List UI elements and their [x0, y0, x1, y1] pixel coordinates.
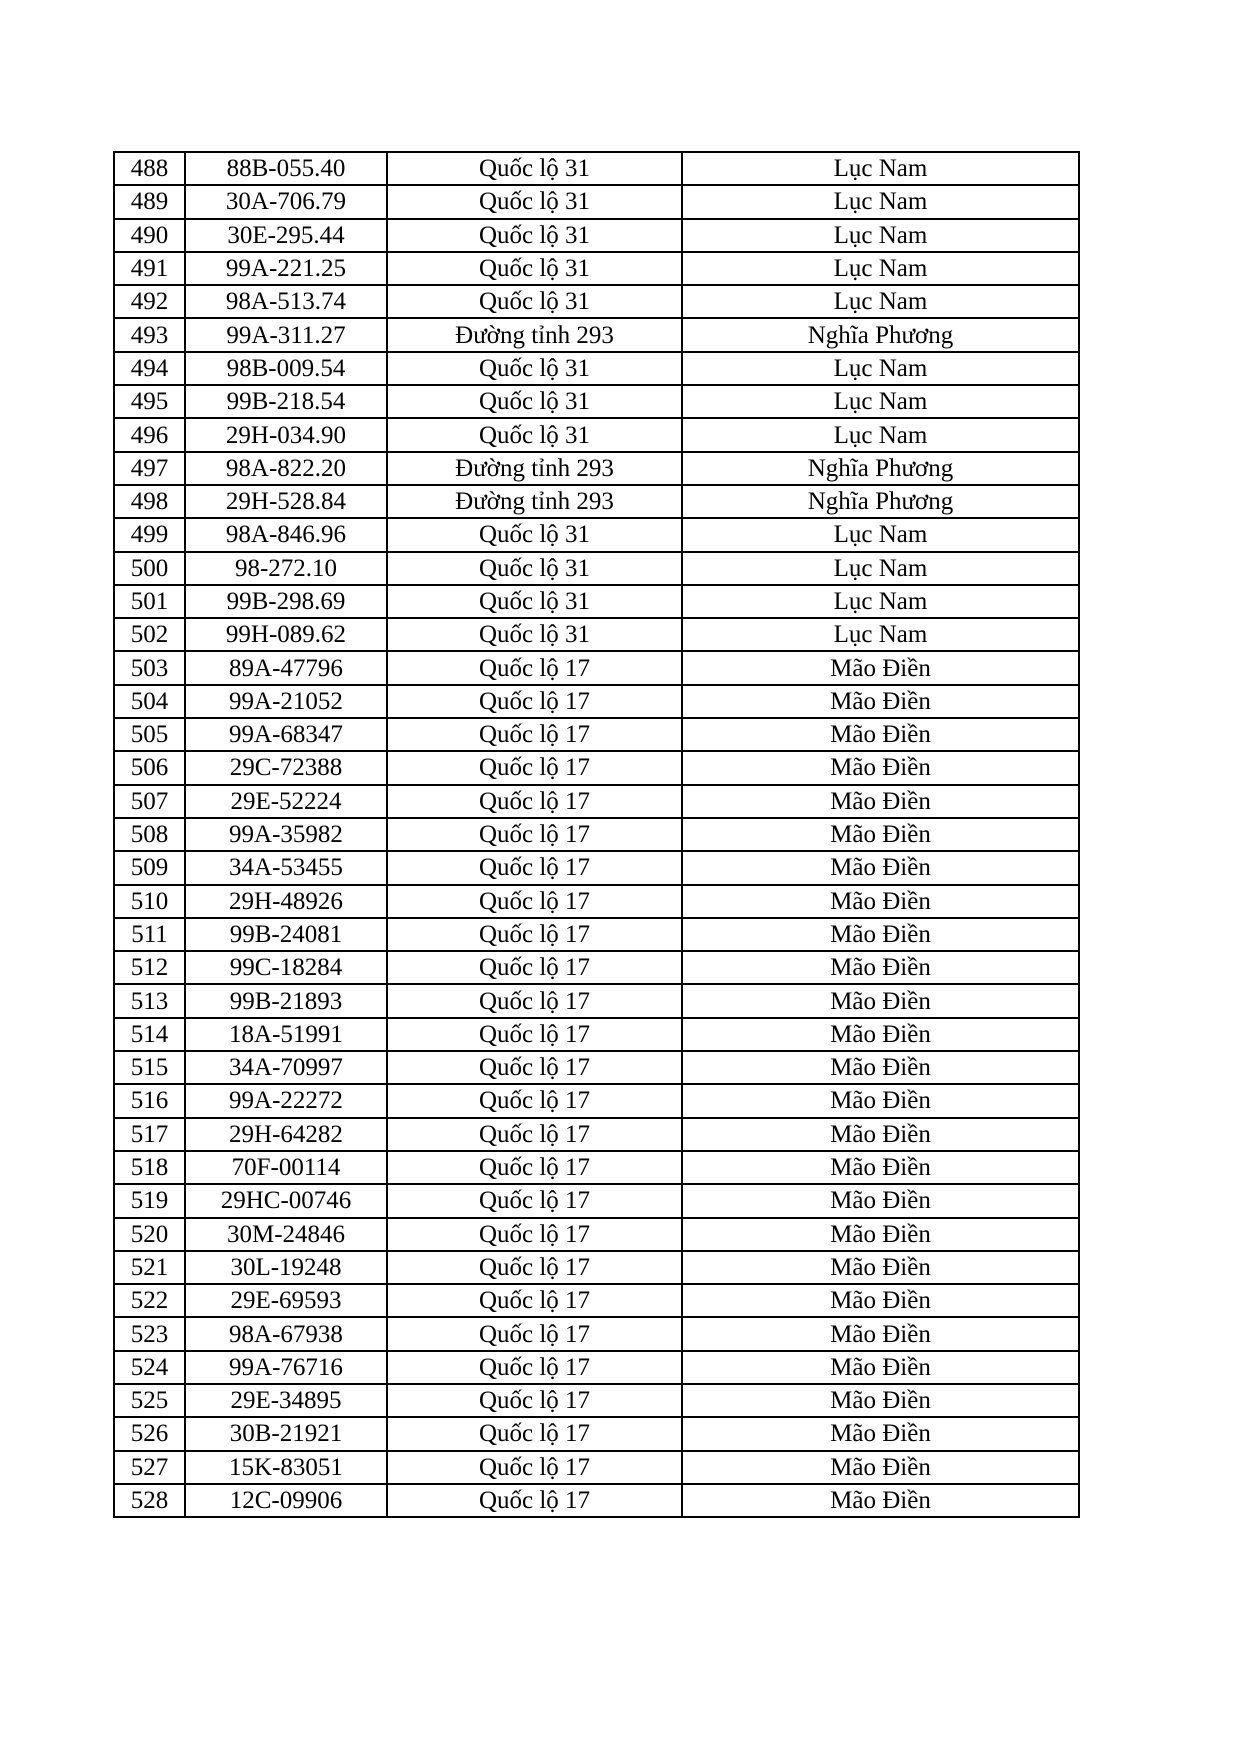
- table-row: [114, 1218, 1079, 1251]
- table-row: [114, 285, 1079, 318]
- route-cell: Quốc lộ 17: [387, 1384, 682, 1417]
- location-cell: Mão Điền: [682, 1018, 1079, 1051]
- row-number-cell: 513: [114, 984, 185, 1017]
- location-cell: Mão Điền: [682, 885, 1079, 918]
- row-number-cell: 522: [114, 1284, 185, 1317]
- route-cell: Quốc lộ 17: [387, 651, 682, 684]
- route-cell: Quốc lộ 31: [387, 152, 682, 185]
- table-row: [114, 918, 1079, 951]
- license-plate-cell: 29H-034.90: [185, 418, 387, 451]
- table-row: [114, 585, 1079, 618]
- location-cell: Mão Điền: [682, 651, 1079, 684]
- location-cell: Lục Nam: [682, 418, 1079, 451]
- route-cell: Quốc lộ 17: [387, 951, 682, 984]
- row-number-cell: 507: [114, 785, 185, 818]
- route-cell: Quốc lộ 17: [387, 1451, 682, 1484]
- license-plate-cell: 98A-846.96: [185, 518, 387, 551]
- table-row: [114, 1484, 1079, 1517]
- license-plate-cell: 99A-21052: [185, 685, 387, 718]
- license-plate-cell: 99A-311.27: [185, 318, 387, 351]
- route-cell: Quốc lộ 17: [387, 984, 682, 1017]
- license-plate-cell: 30L-19248: [185, 1251, 387, 1284]
- location-cell: Mão Điền: [682, 785, 1079, 818]
- license-plate-cell: 98A-67938: [185, 1317, 387, 1350]
- row-number-cell: 489: [114, 185, 185, 218]
- license-plate-cell: 29E-34895: [185, 1384, 387, 1417]
- location-cell: Mão Điền: [682, 1484, 1079, 1517]
- row-number-cell: 490: [114, 219, 185, 252]
- route-cell: Quốc lộ 31: [387, 418, 682, 451]
- route-cell: Quốc lộ 17: [387, 885, 682, 918]
- location-cell: Mão Điền: [682, 1251, 1079, 1284]
- row-number-cell: 506: [114, 751, 185, 784]
- table-row: [114, 618, 1079, 651]
- license-plate-cell: 99C-18284: [185, 951, 387, 984]
- table-row: [114, 185, 1079, 218]
- license-plate-cell: 30E-295.44: [185, 219, 387, 252]
- route-cell: Quốc lộ 31: [387, 352, 682, 385]
- table-row: [114, 1384, 1079, 1417]
- route-cell: Quốc lộ 17: [387, 1184, 682, 1217]
- table-row: [114, 885, 1079, 918]
- license-plate-cell: 29E-69593: [185, 1284, 387, 1317]
- row-number-cell: 491: [114, 252, 185, 285]
- location-cell: Mão Điền: [682, 1417, 1079, 1450]
- license-plate-cell: 34A-70997: [185, 1051, 387, 1084]
- table-row: [114, 785, 1079, 818]
- license-plate-cell: 99A-76716: [185, 1351, 387, 1384]
- license-plate-cell: 29HC-00746: [185, 1184, 387, 1217]
- location-cell: Lục Nam: [682, 219, 1079, 252]
- license-plate-cell: 29H-528.84: [185, 485, 387, 518]
- location-cell: Nghĩa Phương: [682, 318, 1079, 351]
- location-cell: Mão Điền: [682, 718, 1079, 751]
- table-row: [114, 851, 1079, 884]
- row-number-cell: 494: [114, 352, 185, 385]
- row-number-cell: 521: [114, 1251, 185, 1284]
- route-cell: Đường tỉnh 293: [387, 318, 682, 351]
- location-cell: Mão Điền: [682, 851, 1079, 884]
- table-row: [114, 951, 1079, 984]
- license-plate-cell: 99B-298.69: [185, 585, 387, 618]
- license-plate-cell: 98-272.10: [185, 552, 387, 585]
- route-cell: Đường tỉnh 293: [387, 485, 682, 518]
- location-cell: Lục Nam: [682, 252, 1079, 285]
- table-row: [114, 1351, 1079, 1384]
- license-plate-cell: 30M-24846: [185, 1218, 387, 1251]
- row-number-cell: 493: [114, 318, 185, 351]
- row-number-cell: 511: [114, 918, 185, 951]
- table-row: [114, 1417, 1079, 1450]
- row-number-cell: 523: [114, 1317, 185, 1350]
- row-number-cell: 510: [114, 885, 185, 918]
- row-number-cell: 505: [114, 718, 185, 751]
- license-plate-cell: 99A-221.25: [185, 252, 387, 285]
- row-number-cell: 520: [114, 1218, 185, 1251]
- row-number-cell: 497: [114, 452, 185, 485]
- route-cell: Quốc lộ 17: [387, 718, 682, 751]
- table-row: [114, 352, 1079, 385]
- row-number-cell: 527: [114, 1451, 185, 1484]
- route-cell: Quốc lộ 31: [387, 185, 682, 218]
- row-number-cell: 528: [114, 1484, 185, 1517]
- location-cell: Mão Điền: [682, 984, 1079, 1017]
- location-cell: Lục Nam: [682, 552, 1079, 585]
- table-row: [114, 1451, 1079, 1484]
- row-number-cell: 526: [114, 1417, 185, 1450]
- license-plate-cell: 18A-51991: [185, 1018, 387, 1051]
- license-plate-cell: 99A-22272: [185, 1084, 387, 1117]
- route-cell: Quốc lộ 17: [387, 1351, 682, 1384]
- row-number-cell: 496: [114, 418, 185, 451]
- route-cell: Quốc lộ 17: [387, 751, 682, 784]
- row-number-cell: 519: [114, 1184, 185, 1217]
- license-plate-cell: 30A-706.79: [185, 185, 387, 218]
- location-cell: Lục Nam: [682, 152, 1079, 185]
- table-row: [114, 1184, 1079, 1217]
- license-plate-cell: 29H-64282: [185, 1118, 387, 1151]
- row-number-cell: 508: [114, 818, 185, 851]
- table-row: [114, 718, 1079, 751]
- route-cell: Quốc lộ 17: [387, 1317, 682, 1350]
- location-cell: Mão Điền: [682, 1451, 1079, 1484]
- license-plate-cell: 99A-35982: [185, 818, 387, 851]
- license-plate-cell: 70F-00114: [185, 1151, 387, 1184]
- route-cell: Quốc lộ 17: [387, 818, 682, 851]
- location-cell: Mão Điền: [682, 1317, 1079, 1350]
- table-row: [114, 1051, 1079, 1084]
- location-cell: Mão Điền: [682, 1351, 1079, 1384]
- license-plate-cell: 99A-68347: [185, 718, 387, 751]
- location-cell: Lục Nam: [682, 585, 1079, 618]
- route-cell: Quốc lộ 17: [387, 851, 682, 884]
- location-cell: Nghĩa Phương: [682, 452, 1079, 485]
- location-cell: Mão Điền: [682, 1184, 1079, 1217]
- location-cell: Mão Điền: [682, 1384, 1079, 1417]
- route-cell: Quốc lộ 31: [387, 518, 682, 551]
- license-plate-cell: 15K-83051: [185, 1451, 387, 1484]
- row-number-cell: 516: [114, 1084, 185, 1117]
- route-cell: Quốc lộ 17: [387, 1151, 682, 1184]
- table-row: [114, 518, 1079, 551]
- license-plate-cell: 29E-52224: [185, 785, 387, 818]
- route-cell: Quốc lộ 31: [387, 385, 682, 418]
- route-cell: Đường tỉnh 293: [387, 452, 682, 485]
- table-row: [114, 1151, 1079, 1184]
- license-plate-cell: 12C-09906: [185, 1484, 387, 1517]
- row-number-cell: 524: [114, 1351, 185, 1384]
- row-number-cell: 503: [114, 651, 185, 684]
- row-number-cell: 502: [114, 618, 185, 651]
- location-cell: Mão Điền: [682, 1218, 1079, 1251]
- location-cell: Nghĩa Phương: [682, 485, 1079, 518]
- violation-table: [113, 151, 1080, 1518]
- location-cell: Mão Điền: [682, 1118, 1079, 1151]
- location-cell: Mão Điền: [682, 818, 1079, 851]
- row-number-cell: 504: [114, 685, 185, 718]
- route-cell: Quốc lộ 31: [387, 585, 682, 618]
- table-row: [114, 1018, 1079, 1051]
- location-cell: Mão Điền: [682, 751, 1079, 784]
- route-cell: Quốc lộ 17: [387, 1417, 682, 1450]
- route-cell: Quốc lộ 17: [387, 1051, 682, 1084]
- license-plate-cell: 89A-47796: [185, 651, 387, 684]
- route-cell: Quốc lộ 31: [387, 252, 682, 285]
- license-plate-cell: 88B-055.40: [185, 152, 387, 185]
- route-cell: Quốc lộ 17: [387, 1284, 682, 1317]
- row-number-cell: 518: [114, 1151, 185, 1184]
- license-plate-cell: 29C-72388: [185, 751, 387, 784]
- route-cell: Quốc lộ 17: [387, 918, 682, 951]
- route-cell: Quốc lộ 17: [387, 685, 682, 718]
- license-plate-cell: 99H-089.62: [185, 618, 387, 651]
- license-plate-cell: 98A-513.74: [185, 285, 387, 318]
- row-number-cell: 498: [114, 485, 185, 518]
- table-row: [114, 1317, 1079, 1350]
- row-number-cell: 495: [114, 385, 185, 418]
- route-cell: Quốc lộ 31: [387, 618, 682, 651]
- row-number-cell: 509: [114, 851, 185, 884]
- license-plate-cell: 99B-24081: [185, 918, 387, 951]
- location-cell: Mão Điền: [682, 685, 1079, 718]
- location-cell: Lục Nam: [682, 352, 1079, 385]
- license-plate-cell: 98A-822.20: [185, 452, 387, 485]
- license-plate-cell: 99B-218.54: [185, 385, 387, 418]
- table-row: [114, 1251, 1079, 1284]
- route-cell: Quốc lộ 31: [387, 285, 682, 318]
- table-row: [114, 751, 1079, 784]
- table-row: [114, 252, 1079, 285]
- license-plate-cell: 29H-48926: [185, 885, 387, 918]
- row-number-cell: 525: [114, 1384, 185, 1417]
- route-cell: Quốc lộ 17: [387, 1118, 682, 1151]
- table-row: [114, 152, 1079, 185]
- row-number-cell: 512: [114, 951, 185, 984]
- location-cell: Lục Nam: [682, 518, 1079, 551]
- row-number-cell: 488: [114, 152, 185, 185]
- location-cell: Lục Nam: [682, 285, 1079, 318]
- table-row: [114, 552, 1079, 585]
- location-cell: Lục Nam: [682, 385, 1079, 418]
- route-cell: Quốc lộ 17: [387, 1018, 682, 1051]
- row-number-cell: 501: [114, 585, 185, 618]
- table-row: [114, 318, 1079, 351]
- license-plate-cell: 98B-009.54: [185, 352, 387, 385]
- table-row: [114, 984, 1079, 1017]
- location-cell: Mão Điền: [682, 1151, 1079, 1184]
- location-cell: Mão Điền: [682, 1284, 1079, 1317]
- table-row: [114, 651, 1079, 684]
- row-number-cell: 515: [114, 1051, 185, 1084]
- table-row: [114, 685, 1079, 718]
- table-row: [114, 1284, 1079, 1317]
- license-plate-cell: 30B-21921: [185, 1417, 387, 1450]
- table-row: [114, 485, 1079, 518]
- route-cell: Quốc lộ 31: [387, 552, 682, 585]
- row-number-cell: 514: [114, 1018, 185, 1051]
- row-number-cell: 500: [114, 552, 185, 585]
- route-cell: Quốc lộ 17: [387, 1218, 682, 1251]
- table-row: [114, 818, 1079, 851]
- license-plate-cell: 34A-53455: [185, 851, 387, 884]
- row-number-cell: 492: [114, 285, 185, 318]
- location-cell: Mão Điền: [682, 1084, 1079, 1117]
- route-cell: Quốc lộ 17: [387, 785, 682, 818]
- route-cell: Quốc lộ 17: [387, 1084, 682, 1117]
- license-plate-cell: 99B-21893: [185, 984, 387, 1017]
- location-cell: Lục Nam: [682, 185, 1079, 218]
- location-cell: Mão Điền: [682, 918, 1079, 951]
- row-number-cell: 499: [114, 518, 185, 551]
- location-cell: Mão Điền: [682, 1051, 1079, 1084]
- table-row: [114, 1118, 1079, 1151]
- table-row: [114, 219, 1079, 252]
- table-row: [114, 418, 1079, 451]
- row-number-cell: 517: [114, 1118, 185, 1151]
- location-cell: Mão Điền: [682, 951, 1079, 984]
- location-cell: Lục Nam: [682, 618, 1079, 651]
- route-cell: Quốc lộ 17: [387, 1484, 682, 1517]
- table-body: [114, 152, 1079, 1517]
- table-row: [114, 385, 1079, 418]
- table-row: [114, 452, 1079, 485]
- route-cell: Quốc lộ 17: [387, 1251, 682, 1284]
- route-cell: Quốc lộ 31: [387, 219, 682, 252]
- table-row: [114, 1084, 1079, 1117]
